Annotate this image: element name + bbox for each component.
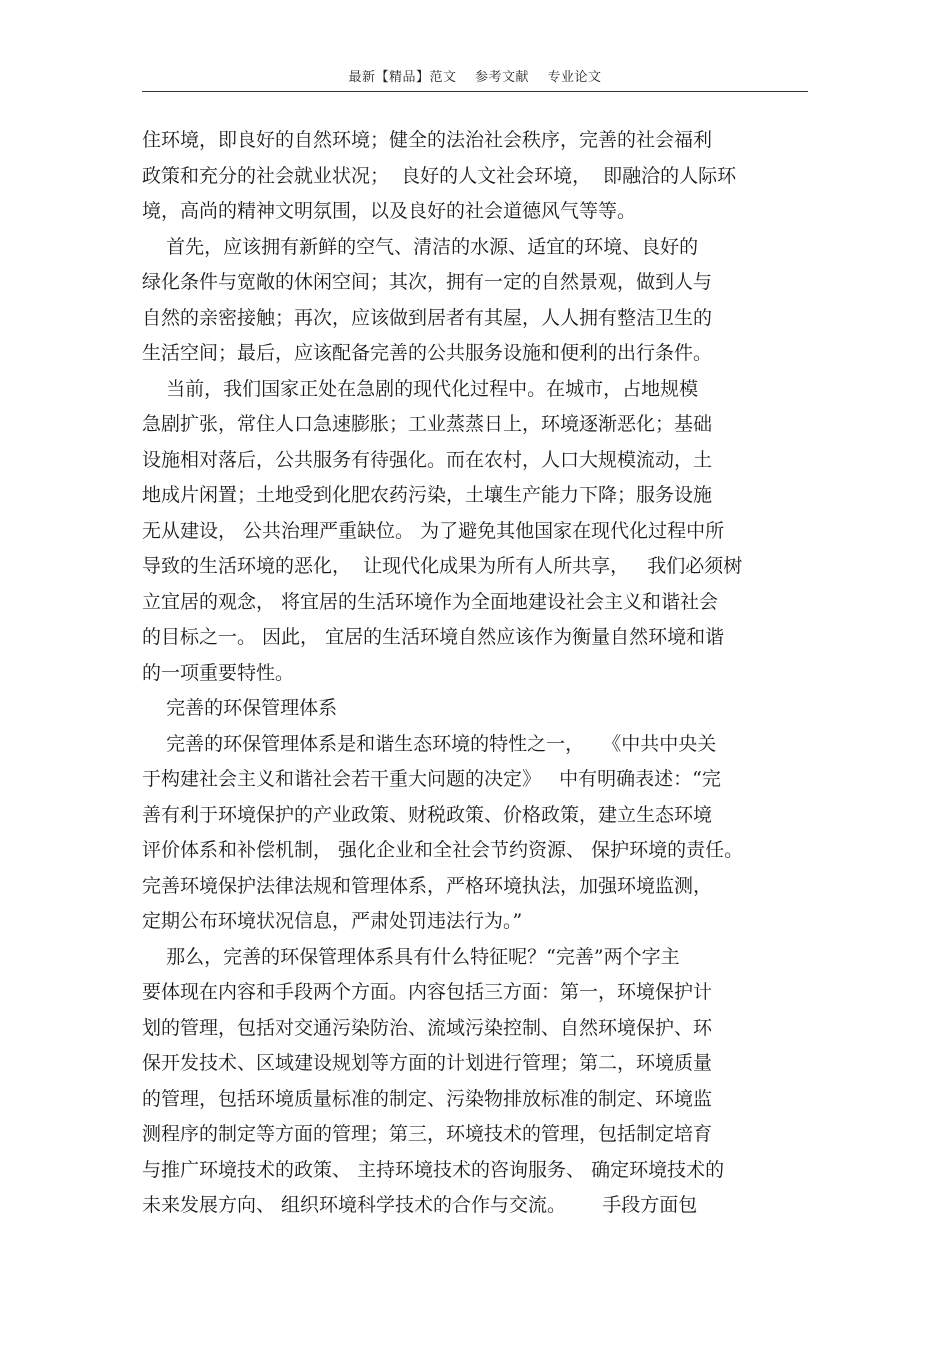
text-line: 住环境，即良好的自然环境；健全的法治社会秩序，完善的社会福利 — [142, 129, 713, 151]
text-line: 的目标之一。 因此， 宜居的生活环境自然应该作为衡量自然环境和谐 — [142, 626, 725, 648]
text-line: 首先，应该拥有新鲜的空气、清洁的水源、适宜的环境、良好的 — [142, 235, 699, 258]
text-line: 测程序的制定等方面的管理；第三，环境技术的管理，包括制定培育 — [142, 1123, 713, 1145]
text-line: 那么，完善的环保管理体系具有什么特征呢？“完善”两个字主 — [142, 945, 680, 968]
text-line: 自然的亲密接触；再次，应该做到居者有其屋，人人拥有整洁卫生的 — [142, 306, 713, 329]
text-line: 无从建设， 公共治理严重缺位。 为了避免其他国家在现代化过程中所 — [142, 519, 725, 542]
text-line: 要体现在内容和手段两个方面。内容包括三方面：第一，环境保护计 — [142, 981, 713, 1003]
text-line: 设施相对落后，公共服务有待强化。而在农村，人口大规模流动，土 — [142, 448, 713, 471]
text-line: 定期公布环境状况信息，严肃处罚违法行为。” — [142, 910, 523, 932]
text-line: 当前，我们国家正处在急剧的现代化过程中。在城市，占地规模 — [142, 377, 699, 400]
header-divider — [142, 91, 808, 92]
text-line: 境，高尚的精神文明氛围，以及良好的社会道德风气等等。 — [142, 200, 637, 222]
text-line: 善有利于环境保护的产业政策、财税政策、价格政策，建立生态环境 — [142, 803, 713, 826]
text-line: 的一项重要特性。 — [142, 661, 295, 684]
text-line: 于构建社会主义和谐社会若干重大问题的决定》 中有明确表述：“完 — [142, 768, 721, 790]
text-line: 的管理，包括环境质量标准的制定、污染物排放标准的制定、环境监 — [142, 1087, 713, 1110]
text-line: 未来发展方向、 组织环境科学技术的合作与交流。 手段方面包 — [142, 1194, 698, 1216]
text-line: 导致的生活环境的恶化， 让现代化成果为所有人所共享， 我们必须树 — [142, 555, 743, 577]
text-line: 立宜居的观念， 将宜居的生活环境作为全面地建设社会主义和谐社会 — [142, 590, 719, 613]
text-line: 划的管理，包括对交通污染防治、流域污染控制、自然环境保护、环 — [142, 1016, 713, 1039]
section-heading: 完善的环保管理体系 — [142, 697, 338, 719]
page-header: 最新【精品】范文 参考文献 专业论文 — [348, 70, 602, 85]
text-line: 与推广环境技术的政策、 主持环境技术的咨询服务、 确定环境技术的 — [142, 1158, 725, 1181]
text-line: 评价体系和补偿机制， 强化企业和全社会节约资源、 保护环境的责任。 — [142, 839, 744, 861]
document-body — [142, 123, 822, 1224]
text-line: 急剧扩张，常住人口急速膨胀；工业蒸蒸日上，环境逐渐恶化；基础 — [142, 413, 713, 435]
text-line: 政策和充分的社会就业状况； 良好的人文社会环境， 即融洽的人际环 — [142, 164, 737, 187]
text-line: 完善的环保管理体系是和谐生态环境的特性之一， 《中共中央关 — [142, 732, 717, 755]
text-line: 生活空间；最后，应该配备完善的公共服务设施和便利的出行条件。 — [142, 342, 713, 364]
text-line: 完善环境保护法律法规和管理体系，严格环境执法，加强环境监测， — [142, 874, 713, 897]
text-line: 绿化条件与宽敞的休闲空间；其次，拥有一定的自然景观，做到人与 — [142, 271, 713, 293]
text-line: 地成片闲置；土地受到化肥农药污染，土壤生产能力下降；服务设施 — [142, 484, 713, 506]
text-line: 保开发技术、区域建设规划等方面的计划进行管理；第二，环境质量 — [142, 1052, 713, 1074]
